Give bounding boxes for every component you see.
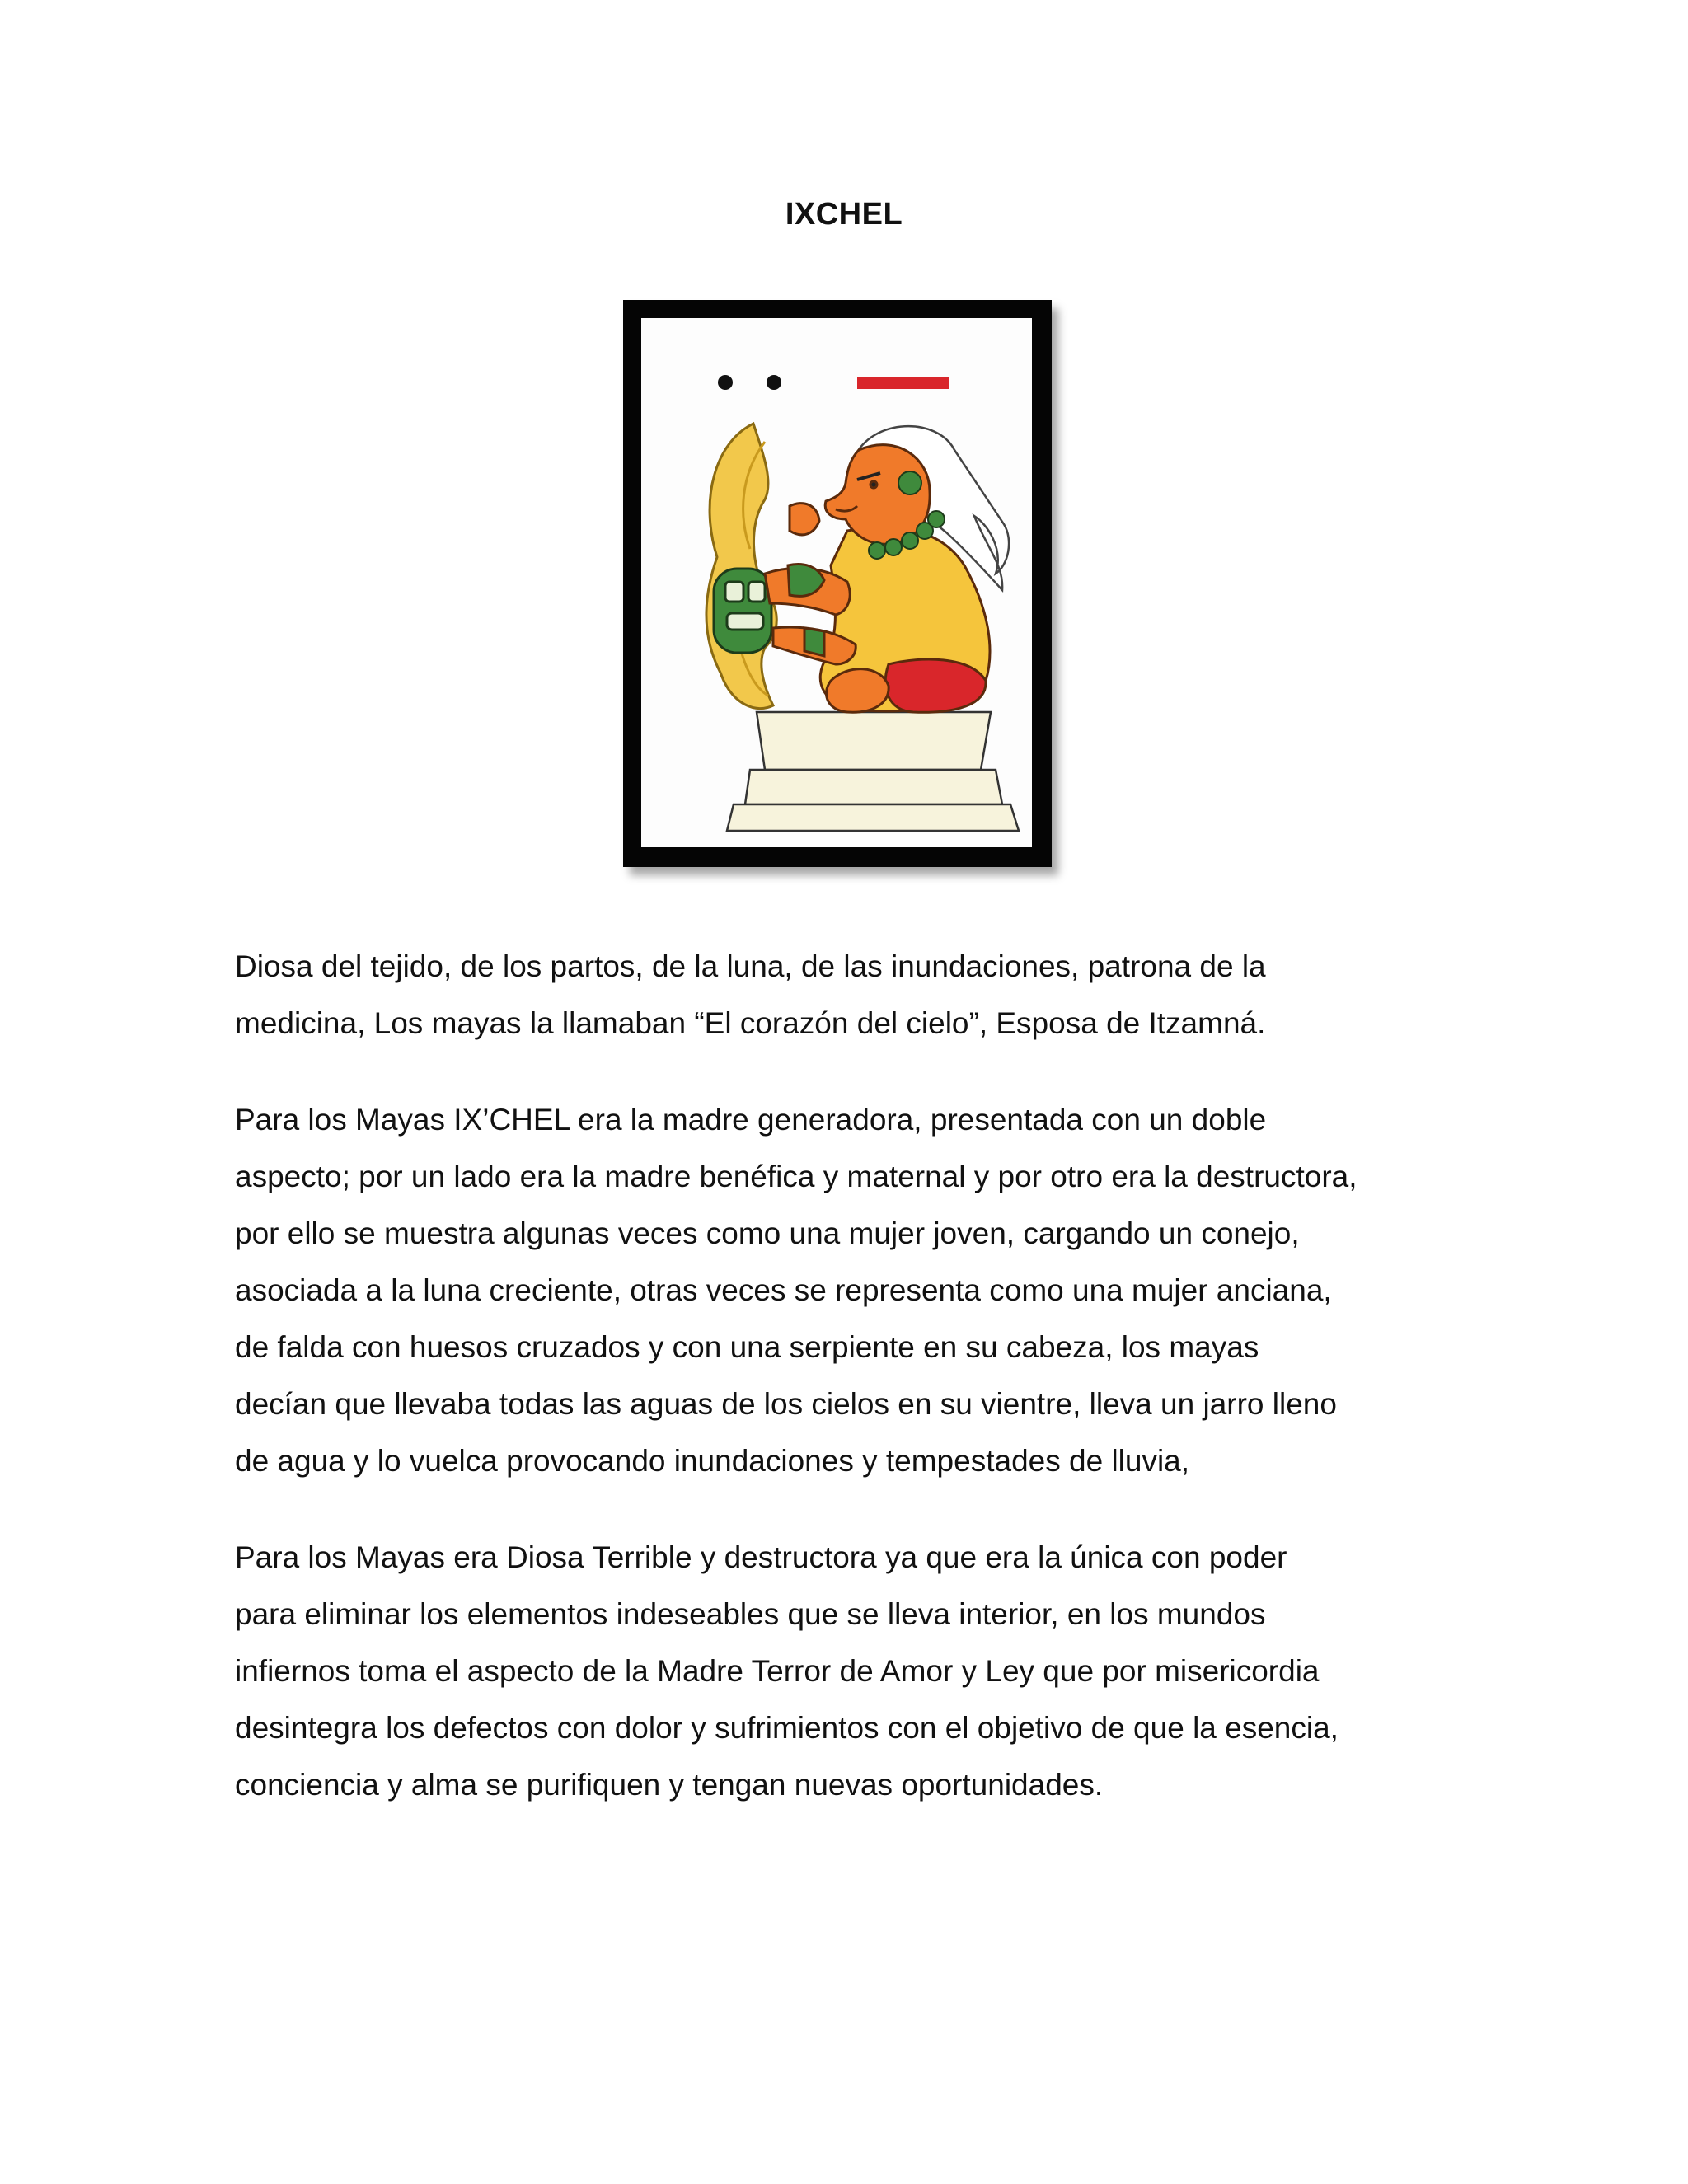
- jade-mask-icon: [714, 569, 771, 653]
- paragraph: Para los Mayas era Diosa Terrible y destructora ya que era la única con poder para eliminar los elementos indeseables que se lleva interior, en los mundos infiernos toma el aspecto de la Madre Terror de Amor y Ley que por misericordia desintegra los defectos con dolor y sufrimientos con el objetivo de que la esencia, conciencia y alma se purifiquen y tengan nuevas oportunidades.: [235, 1540, 1339, 1802]
- numeral-dot-icon: [718, 375, 733, 390]
- deity-arms-icon: [765, 504, 856, 664]
- document-body: [235, 938, 1471, 1853]
- deity-body-icon: [820, 527, 990, 712]
- ixchel-illustration: [623, 300, 1052, 867]
- paragraph: Para los Mayas IX’CHEL era la madre generadora, presentada con un doble aspecto; por un lado era la madre benéfica y maternal y por otro era la destructora, por ello se muestra algunas veces como una mujer joven, cargando un conejo, asociada a la luna creciente, otras veces se representa como una mujer anciana, de falda con huesos cruzados y con una serpiente en su cabeza, los mayas decían que llevaba todas las aguas de los cielos en su vientre, lleva un jarro lleno de agua y lo vuelca provocando inundaciones y tempestades de lluvia,: [235, 1103, 1357, 1478]
- page-title: IXCHEL: [785, 197, 903, 232]
- numeral-bar-icon: [857, 377, 950, 389]
- numeral-dot-icon: [767, 375, 781, 390]
- platform-icon: [727, 712, 1019, 831]
- ixchel-deity-drawing: [641, 318, 1032, 847]
- serpent-icon: [706, 424, 776, 709]
- paragraph: Diosa del tejido, de los partos, de la luna, de las inundaciones, patrona de la medicina, Los mayas la llamaban “El corazón del cielo”, Esposa de Itzamná.: [235, 949, 1266, 1040]
